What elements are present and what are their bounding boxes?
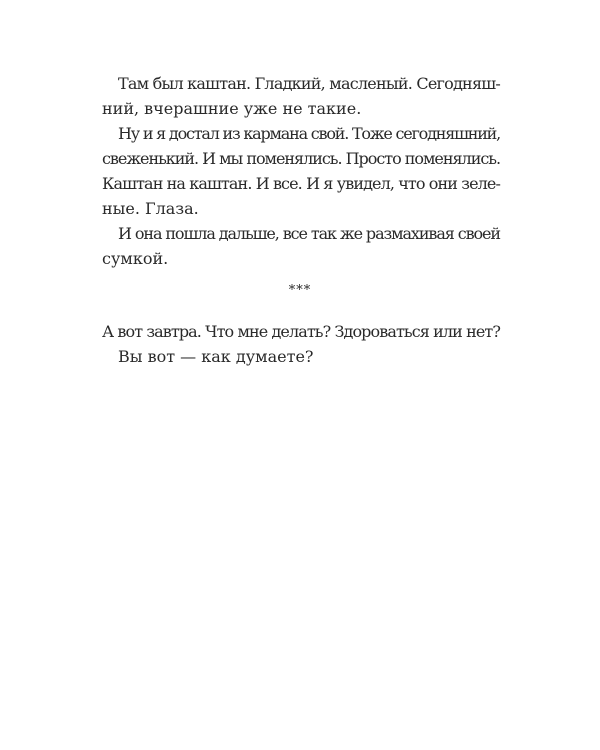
- section-separator: ***: [288, 283, 312, 298]
- paragraph-3-line-1: И она пошла дальше, все так же размахивая своей: [118, 224, 500, 243]
- paragraph-3-line-2: сумкой.: [102, 249, 169, 268]
- paragraph-2-line-3: Каштан на каштан. И все. И я увидел, что они зеле-: [102, 174, 501, 193]
- paragraph-4-line-1: А вот завтра. Что мне делать? Здороваться или нет?: [102, 322, 500, 341]
- paragraph-4: [102, 319, 500, 344]
- paragraph-1-line-2: ний, вчерашние уже не такие.: [102, 99, 362, 118]
- paragraph-2-line-4: ные. Глаза.: [102, 199, 199, 218]
- paragraph-5-line-1: Вы вот — как думаете?: [118, 347, 314, 366]
- paragraph-3: [102, 221, 500, 271]
- paragraph-1: [102, 71, 500, 121]
- paragraph-2-line-1: Ну и я достал из кармана свой. Тоже сегодняшний,: [118, 124, 500, 143]
- paragraph-2: [102, 121, 500, 221]
- paragraph-5: [102, 344, 500, 369]
- paragraph-2-line-2: свеженький. И мы поменялись. Просто поменялись.: [102, 149, 501, 168]
- paragraph-1-line-1: Там был каштан. Гладкий, масленый. Сегодняш-: [118, 74, 501, 93]
